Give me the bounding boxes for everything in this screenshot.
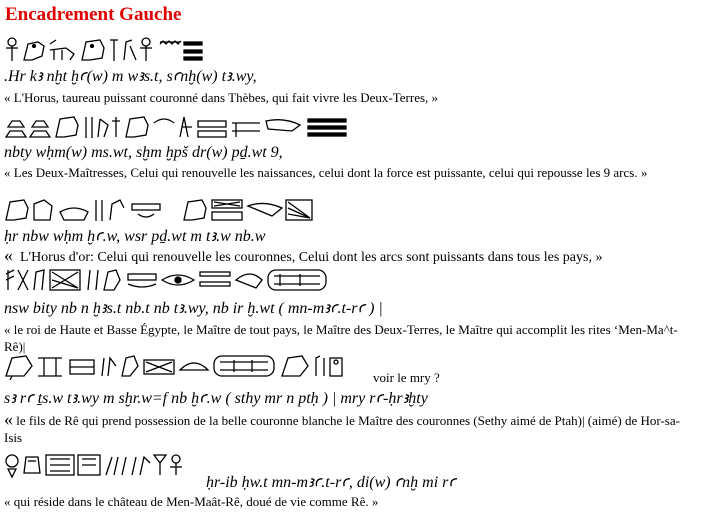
transliteration-5: sꜣ rꜥ ṯs.w tꜣ.wy m sḫr.w=f nb ḫꜥ.w ( sthy mr n ptḥ ) | mry rꜥ-ḥrꜣḫty (4, 390, 428, 407)
side-note: voir le mry ? (373, 370, 440, 385)
translation-3 (4, 247, 696, 266)
translation-5-text: le fils de Rê qui prend possession de la belle couronne blanche le Maître des couronnes (Sethy aimé de Ptah)| (aimé) de Hor-sa-Isis (4, 413, 680, 445)
transliteration-2: nbty wḥm(w) ms.wt, sḫm ḫpš dr(w) pḏ.wt 9, (4, 144, 283, 161)
translation-1: « L'Horus, taureau puissant couronné dans Thèbes, qui fait vivre les Deux-Terres, » (4, 90, 439, 105)
hieroglyph-glyphs-icon (4, 266, 329, 292)
hieroglyph-glyphs-icon (4, 352, 369, 380)
hieroglyph-glyphs-icon (4, 113, 349, 139)
translation-6: « qui réside dans le château de Men-Maât-Rê, doué de vie comme Rê. » (4, 494, 379, 509)
hieroglyph-glyphs-icon (4, 451, 194, 479)
hieroglyph-row-4 (4, 266, 329, 292)
hieroglyph-row-5 (4, 354, 369, 380)
hieroglyph-row-3 (4, 196, 314, 222)
transliteration-3: ḥr nbw wḥm ḫꜥ.w, wsr pḏ.wt m tꜣ.w nb.w (4, 228, 266, 245)
translation-4: « le roi de Haute et Basse Égypte, le Maître de tout pays, le Maître des Deux-Terres, le Maître qui accomplit les rites ‘Men-Ma^t-Rê)| (4, 322, 678, 354)
quote-open: « (4, 409, 13, 429)
translation-2: « Les Deux-Maîtresses, Celui qui renouvelle les naissances, celui dont la force est puissante, celui qui repousse les 9 arcs. » (4, 165, 648, 180)
transliteration-4: nsw bity nb n ḫꜣs.t nb.t nb tꜣ.wy, nb ir ḫ.wt ( mn-mꜣꜥ.t-rꜥ ) | (4, 300, 383, 317)
hieroglyph-row-1 (4, 36, 204, 62)
hieroglyph-row-6 (4, 453, 194, 479)
hieroglyph-row-2 (4, 113, 349, 139)
quote-open: « (4, 245, 13, 265)
transliteration-6: ḥr-ib ḥw.t mn-mꜣꜥ.t-rꜥ, di(w) ꜥnḫ mi rꜥ (206, 474, 456, 491)
transliteration-1: .Hr kꜣ nḫt ḫꜥ(w) m wꜣs.t, sꜥnḫ(w) tꜣ.wy, (4, 68, 257, 85)
hieroglyph-glyphs-icon (4, 196, 314, 222)
translation-3-text: L'Horus d'or: Celui qui renouvelle les couronnes, Celui dont les arcs sont puissants dans tous les pays, » (20, 250, 603, 265)
page-title: Encadrement Gauche (5, 4, 182, 25)
hieroglyph-glyphs-icon (4, 36, 204, 62)
translation-5 (4, 411, 696, 446)
